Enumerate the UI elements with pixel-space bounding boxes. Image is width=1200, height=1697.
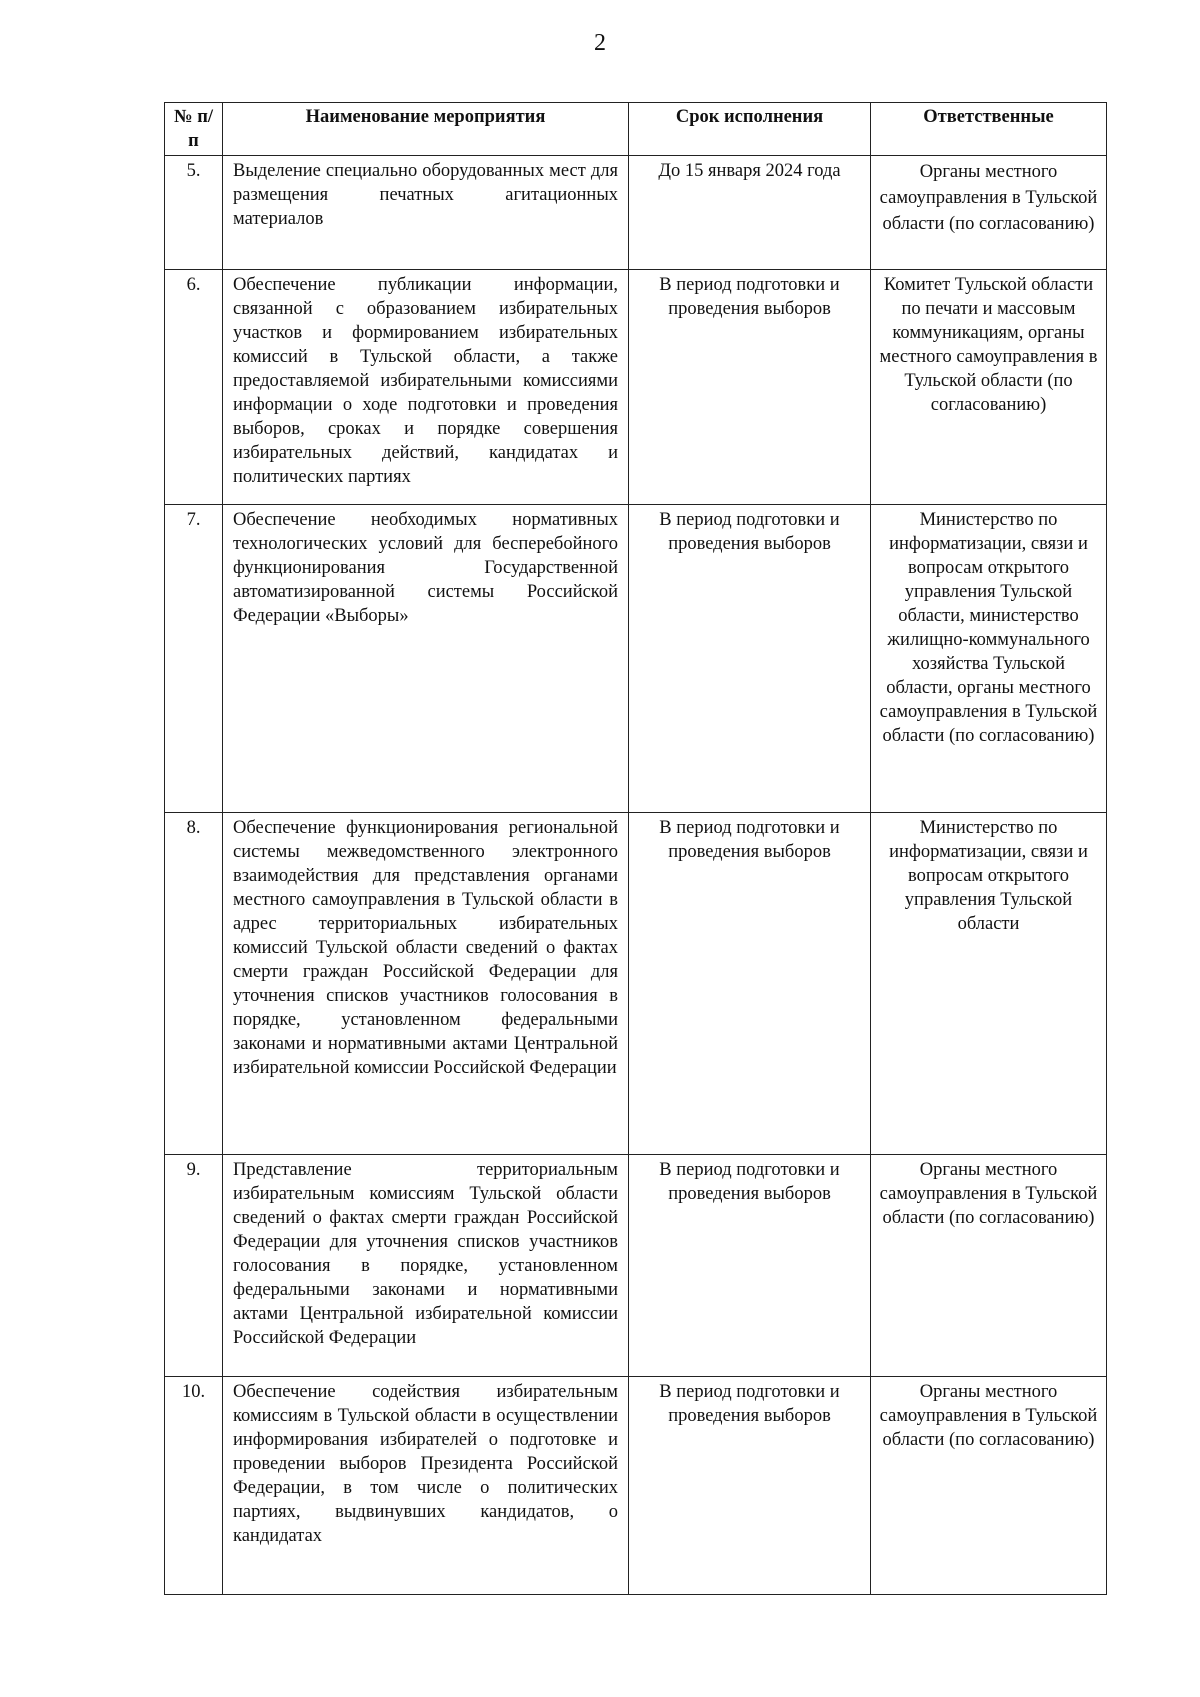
row-event-name: Представление территориальным избирательным комиссиям Тульской области сведений о фактах смерти граждан Российской Федерации для уточнения списков участников голосования в порядке, установленном федеральными законами и нормативными актами Центральной избирательной комиссии Российской Федерации — [223, 1155, 629, 1377]
table-row — [165, 156, 1107, 270]
table-header-row — [165, 103, 1107, 156]
row-event-name: Обеспечение публикации информации, связанной с образованием избирательных участков и формированием избирательных комиссий в Тульской области, а также предоставляемой избирательными комиссиями информации о ходе подготовки и проведения выборов, сроках и порядке совершения избирательных действий, кандидатах и политических партиях — [223, 270, 629, 505]
row-responsible: Органы местного самоуправления в Тульской области (по согласованию) — [871, 1155, 1107, 1377]
row-num: 9. — [165, 1155, 223, 1377]
row-num: 6. — [165, 270, 223, 505]
row-term: В период подготовки и проведения выборов — [629, 813, 871, 1155]
page-number: 2 — [594, 30, 606, 56]
row-responsible: Органы местного самоуправления в Тульской области (по согласованию) — [871, 1377, 1107, 1595]
row-num: 5. — [165, 156, 223, 270]
header-name: Наименование мероприятия — [223, 103, 629, 156]
table-row — [165, 1377, 1107, 1595]
events-table — [164, 102, 1107, 1595]
row-term: До 15 января 2024 года — [629, 156, 871, 270]
row-term: В период подготовки и проведения выборов — [629, 270, 871, 505]
row-event-name: Обеспечение содействия избирательным комиссиям в Тульской области в осуществлении информирования избирателей о подготовке и проведении выборов Президента Российской Федерации, в том числе о политических партиях, выдвинувших кандидатов, о кандидатах — [223, 1377, 629, 1595]
row-event-name: Обеспечение необходимых нормативных технологических условий для бесперебойного функционирования Государственной автоматизированной системы Российской Федерации «Выборы» — [223, 505, 629, 813]
row-responsible: Министерство по информатизации, связи и вопросам открытого управления Тульской области — [871, 813, 1107, 1155]
table-row — [165, 1155, 1107, 1377]
header-num: № п/п — [165, 103, 223, 156]
row-event-name: Выделение специально оборудованных мест для размещения печатных агитационных материалов — [223, 156, 629, 270]
row-term: В период подготовки и проведения выборов — [629, 1377, 871, 1595]
row-responsible: Органы местного самоуправления в Тульской области (по согласованию) — [871, 156, 1107, 270]
header-responsible: Ответственные — [871, 103, 1107, 156]
row-num: 10. — [165, 1377, 223, 1595]
row-responsible: Комитет Тульской области по печати и массовым коммуникациям, органы местного самоуправления в Тульской области (по согласованию) — [871, 270, 1107, 505]
row-responsible: Министерство по информатизации, связи и вопросам открытого управления Тульской области, министерство жилищно-коммунального хозяйства Тульской области, органы местного самоуправления в Тульской области (по согласованию) — [871, 505, 1107, 813]
table-row — [165, 813, 1107, 1155]
row-num: 8. — [165, 813, 223, 1155]
header-term: Срок исполнения — [629, 103, 871, 156]
row-term: В период подготовки и проведения выборов — [629, 505, 871, 813]
row-num: 7. — [165, 505, 223, 813]
table-row — [165, 270, 1107, 505]
row-term: В период подготовки и проведения выборов — [629, 1155, 871, 1377]
row-event-name: Обеспечение функционирования региональной системы межведомственного электронного взаимодействия для представления органами местного самоуправления в Тульской области в адрес территориальных избирательных комиссий Тульской области сведений о фактах смерти граждан Российской Федерации для уточнения списков участников голосования в порядке, установленном федеральными законами и нормативными актами Центральной избирательной комиссии Российской Федерации — [223, 813, 629, 1155]
table-row — [165, 505, 1107, 813]
